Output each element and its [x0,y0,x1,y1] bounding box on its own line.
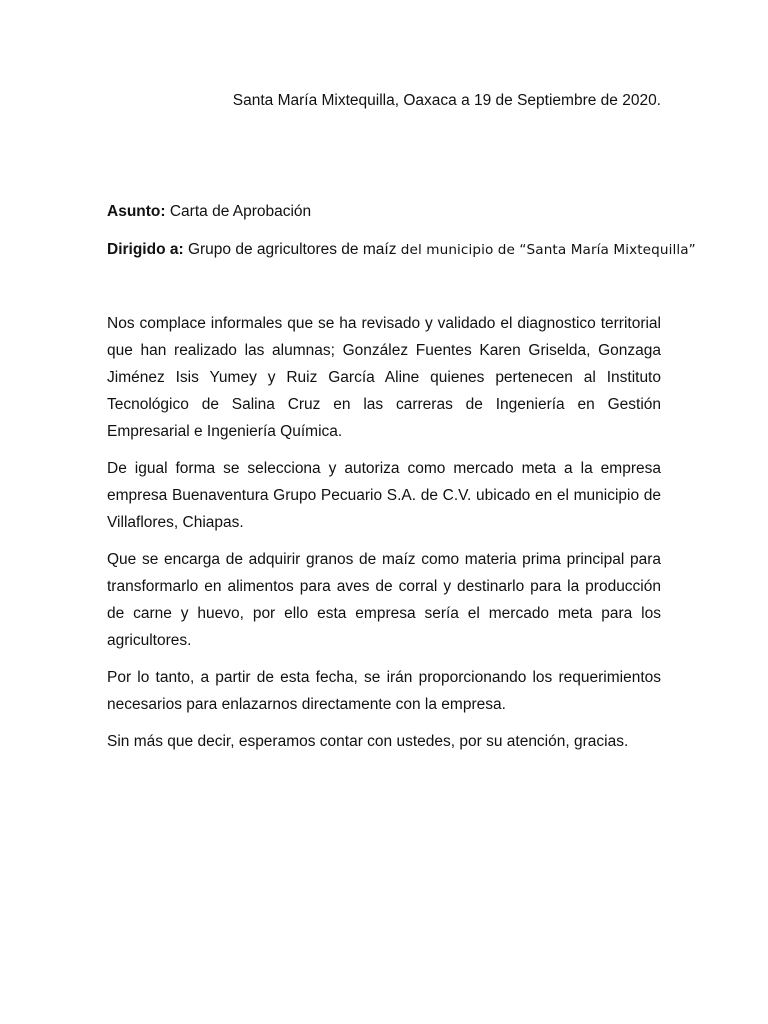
subject-line [107,202,311,222]
letter-body [107,310,661,765]
subject-value: Carta de Aprobación [169,203,312,220]
paragraph-closing: Sin más que decir, esperamos contar con ustedes, por su atención, gracias. [107,733,629,750]
addressee-value-continued: del municipio de “Santa María Mixtequilla” [400,242,696,258]
addressee-label: Dirigido a: [107,241,184,258]
paragraph-target-market: De igual forma se selecciona y autoriza como mercado meta a la empresa empresa Buenaventura Grupo Pecuario S.A. de C.V. ubicado en el municipio de Villaflores, Chiapas. [107,460,661,531]
addressee-line [107,240,696,260]
addressee-value: Grupo de agricultores de maíz [187,241,397,258]
place-date-line: Santa María Mixtequilla, Oaxaca a 19 de Septiembre de 2020. [232,92,661,109]
paragraph-requirements: Por lo tanto, a partir de esta fecha, se irán proporcionando los requerimientos necesarios para enlazarnos directamente con la empresa. [107,669,661,713]
paragraph-company-purpose: Que se encarga de adquirir granos de maíz como materia prima principal para transformarlo en alimentos para aves de corral y destinarlo para la producción de carne y huevo, por ello esta empresa sería el mercado meta para los agricultores. [107,551,661,649]
paragraph-approval: Nos complace informales que se ha revisado y validado el diagnostico territorial que han realizado las alumnas; González Fuentes Karen Griselda, Gonzaga Jiménez Isis Yumey y Ruiz García Aline quienes pertenecen al Instituto Tecnológico de Salina Cruz en las carreras de Ingeniería en Gestión Empresarial e Ingeniería Química. [107,315,661,440]
subject-label: Asunto: [107,203,166,220]
